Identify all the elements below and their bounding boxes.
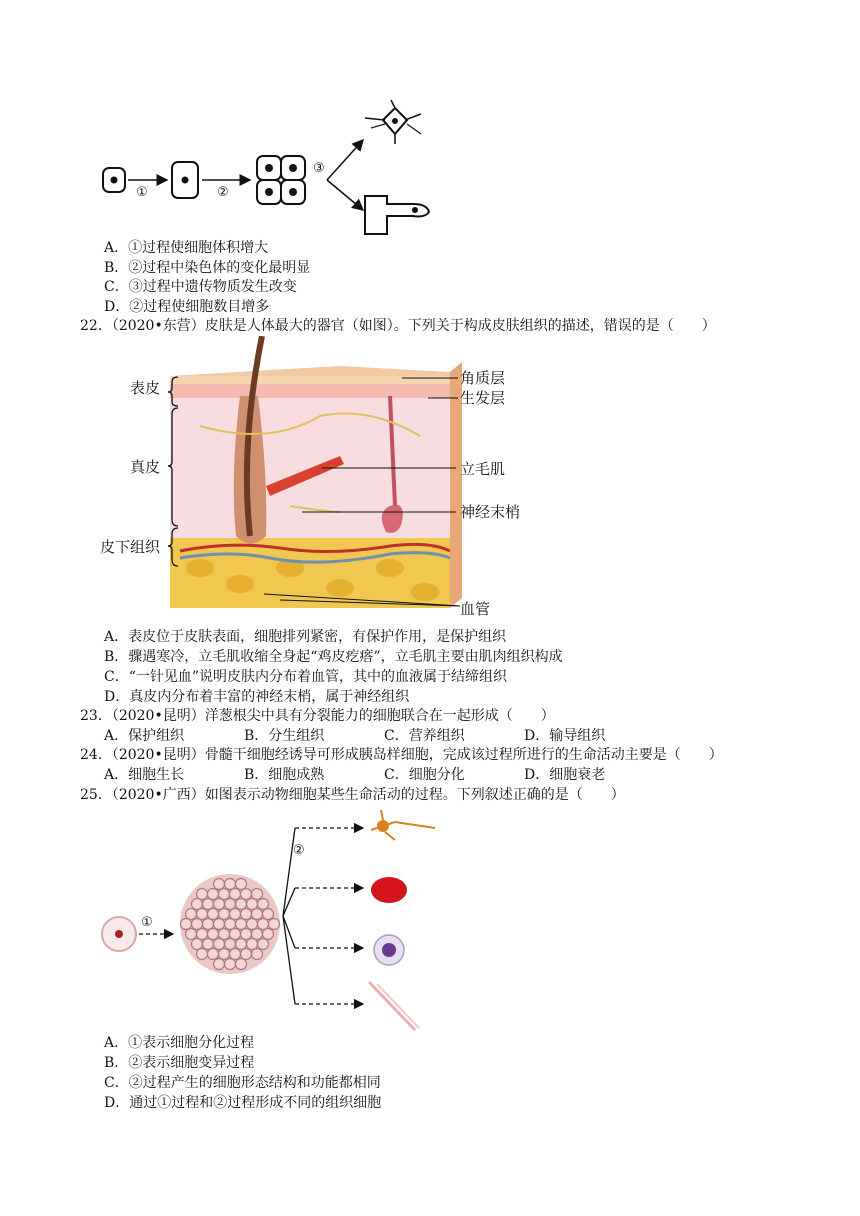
q25-option-d: D．通过①过程和②过程形成不同的组织细胞 xyxy=(104,1095,382,1111)
q24-stem: 24．（2020•昆明）骨髓干细胞经诱导可形成胰岛样细胞，完成该过程所进行的生命活动主要是（ ） xyxy=(80,747,723,763)
cell-mass xyxy=(180,874,280,974)
q23-option-b: B．分生组织 xyxy=(244,728,325,744)
q25-stem: 25．（2020•广西）如图表示动物细胞某些生命活动的过程。下列叙述正确的是（ ） xyxy=(80,787,625,803)
elongated-cell xyxy=(365,196,429,234)
q23-stem: 23．（2020•昆明）洋葱根尖中具有分裂能力的细胞联合在一起形成（ ） xyxy=(80,708,555,724)
q24-option-b: B．细胞成熟 xyxy=(244,767,325,783)
step-2-label: ② xyxy=(217,185,229,200)
q24-option-d: D．细胞衰老 xyxy=(524,767,606,783)
label-basal-layer: 生发层 xyxy=(460,389,506,407)
step-3-label: ③ xyxy=(313,161,325,176)
cell-division-differentiation-figure xyxy=(95,100,435,240)
q22-stem: 22．（2020•东营）皮肤是人体最大的器官（如图）。下列关于构成皮肤组织的描述，错误的是（ ） xyxy=(80,318,716,334)
q23-option-c: C．营养组织 xyxy=(384,728,465,744)
q25-option-c: C．②过程产生的细胞形态结构和功能都相同 xyxy=(104,1075,381,1091)
q24-option-a: A．细胞生长 xyxy=(104,767,185,783)
label-stratum-corneum: 角质层 xyxy=(460,369,506,387)
divided-cells xyxy=(257,156,305,204)
q23-option-a: A．保护组织 xyxy=(104,728,185,744)
q24-option-c: C．细胞分化 xyxy=(384,767,465,783)
q23-option-d: D．输导组织 xyxy=(524,728,606,744)
muscle-cell xyxy=(369,982,419,1030)
label-erector-muscle: 立毛肌 xyxy=(460,460,506,478)
label-subcutaneous: 皮下组织 xyxy=(100,538,161,556)
q25-option-a: A．①表示细胞分化过程 xyxy=(104,1035,255,1051)
q22-option-a: A．表皮位于皮肤表面，细胞排列紧密，有保护作用，是保护组织 xyxy=(104,629,507,645)
q21-option-c: C．③过程中遗传物质发生改变 xyxy=(104,279,297,295)
q25-step-1-label: ① xyxy=(141,915,153,930)
q21-option-b: B．②过程中染色体的变化最明显 xyxy=(104,260,311,276)
q21-option-a: A．①过程使细胞体积增大 xyxy=(104,240,269,256)
q25-option-b: B．②表示细胞变异过程 xyxy=(104,1055,255,1071)
skin-structure-figure xyxy=(90,336,550,626)
label-dermis: 真皮 xyxy=(130,458,161,476)
animal-cell-process-figure xyxy=(95,806,455,1036)
q22-option-b: B．骤遇寒冷，立毛肌收缩全身起“鸡皮疙瘩”，立毛肌主要由肌肉组织构成 xyxy=(104,649,563,665)
red-blood-cell xyxy=(371,877,407,903)
label-epidermis: 表皮 xyxy=(130,379,161,397)
step-1-label: ① xyxy=(136,185,148,200)
white-blood-cell xyxy=(374,935,404,965)
q22-option-c: C．“一针见血”说明皮肤内分布着血管，其中的血液属于结缔组织 xyxy=(104,669,508,685)
q21-option-d: D．②过程使细胞数目增多 xyxy=(104,299,270,315)
label-nerve-ending: 神经末梢 xyxy=(460,503,521,521)
label-blood-vessel: 血管 xyxy=(460,600,491,618)
neuron-cell xyxy=(371,810,435,840)
q25-step-2-label: ② xyxy=(293,843,305,858)
branched-cell xyxy=(365,100,421,144)
q22-option-d: D．真皮内分布着丰富的神经末梢，属于神经组织 xyxy=(104,689,410,705)
